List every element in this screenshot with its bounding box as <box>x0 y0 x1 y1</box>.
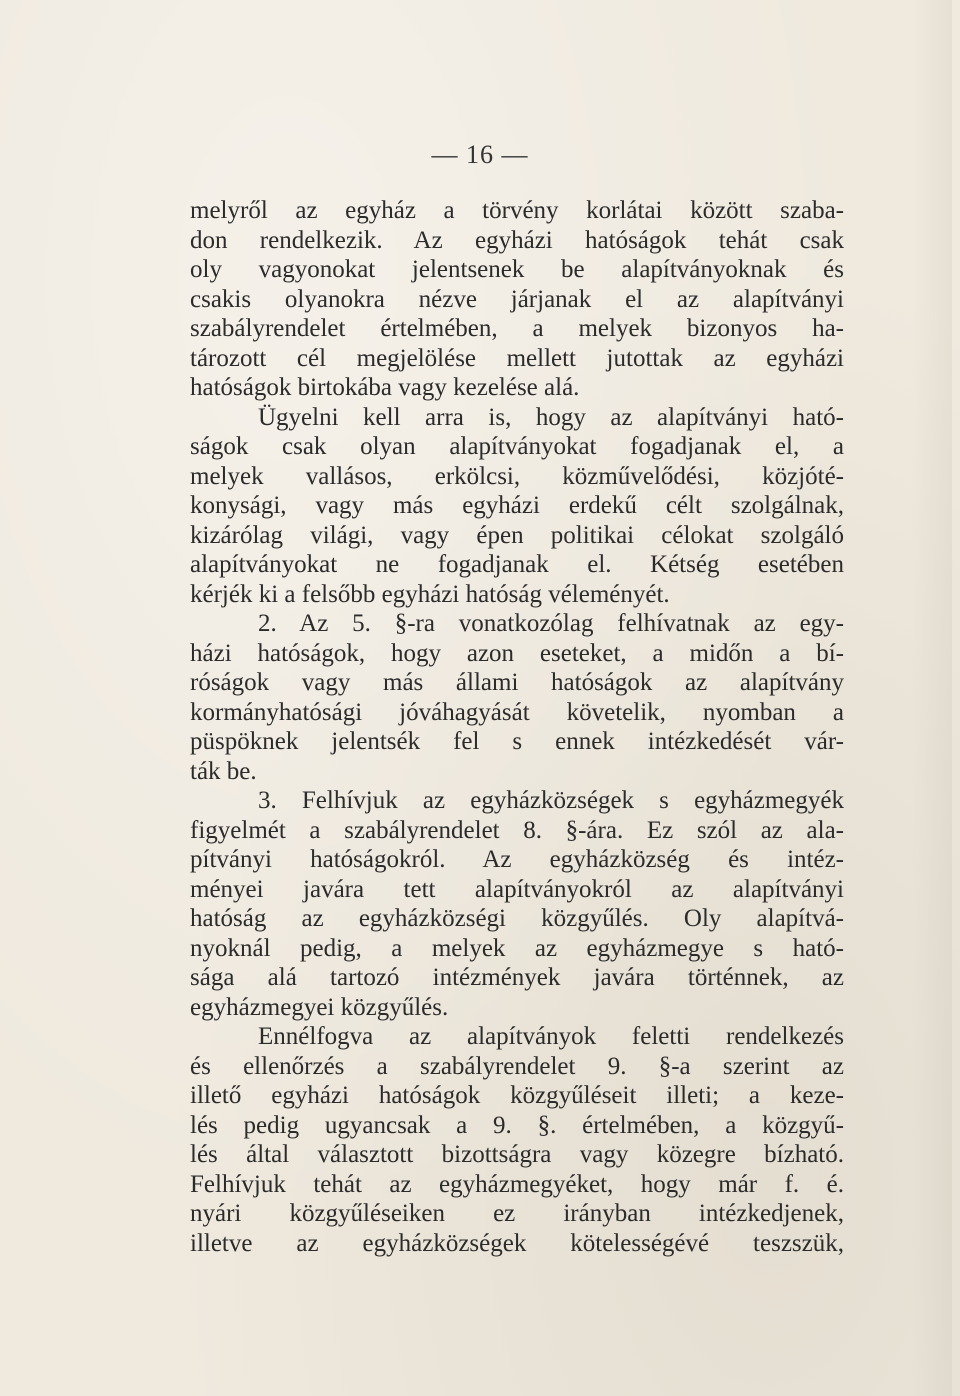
text-line: püspöknek jelentsék fel s ennek intézkedését vár- <box>190 728 844 755</box>
text-line: róságok vagy más állami hatóságok az alapítvány <box>190 669 844 696</box>
page-edge-shadow <box>912 0 952 1396</box>
text-line: ményei javára tett alapítványokról az alapítványi <box>190 875 844 903</box>
text-line: Ennélfogva az alapítványok feletti rendelkezés <box>258 1023 844 1050</box>
text-line: illető egyházi hatóságok közgyűléseit illeti; a keze- <box>190 1082 844 1109</box>
text-line: és ellenőrzés a szabályrendelet 9. §-a szerint az <box>190 1052 844 1080</box>
text-line: 2. Az 5. §-ra vonatkozólag felhívatnak az egy- <box>258 610 844 637</box>
text-line: ságok csak olyan alapítványokat fogadjanak el, a <box>190 433 844 460</box>
text-line: pítványi hatóságokról. Az egyházközség és intéz- <box>190 846 844 873</box>
text-line: lés pedig ugyancsak a 9. §. értelmében, a közgyű- <box>190 1111 844 1139</box>
text-line: Ügyelni kell arra is, hogy az alapítványi ható- <box>258 403 844 431</box>
text-line: illetve az egyházközségek kötelességévé teszszük, <box>190 1229 844 1257</box>
text-line: nyoknál pedig, a melyek az egyházmegye s ható- <box>190 934 844 962</box>
text-line: melyről az egyház a törvény korlátai között szaba- <box>190 197 844 224</box>
text-line: 3. Felhívjuk az egyházközségek s egyházmegyék <box>258 787 844 814</box>
text-line: oly vagyonokat jelentsenek be alapítványoknak és <box>190 256 844 283</box>
text-line: sága alá tartozó intézmények javára történnek, az <box>190 964 844 991</box>
text-line: lés által választott bizottságra vagy közegre bízható. <box>190 1141 844 1168</box>
text-line: figyelmét a szabályrendelet 8. §-ára. Ez szól az ala- <box>190 816 844 844</box>
text-line: nyári közgyűléseiken ez irányban intézkedjenek, <box>190 1200 844 1227</box>
text-line: alapítványokat ne fogadjanak el. Kétség esetében <box>190 551 844 578</box>
text-line: szabályrendelet értelmében, a melyek bizonyos ha- <box>190 315 844 342</box>
text-line: hatóságok birtokába vagy kezelése alá. <box>190 374 580 401</box>
text-line: kormányhatósági jóváhagyását követelik, nyomban a <box>190 698 844 726</box>
text-line: egyházmegyei közgyűlés. <box>190 993 449 1021</box>
text-line: kérjék ki a felsőbb egyházi hatóság véleményét. <box>190 580 670 608</box>
text-line: tározott cél megjelölése mellett jutottak az egyházi <box>190 344 844 372</box>
page-number: — 16 — <box>431 140 529 169</box>
text-line: melyek vallásos, erkölcsi, közművelődési, közjóté- <box>190 462 844 490</box>
text-line: konysági, vagy más egyházi erdekű célt szolgálnak, <box>190 492 844 519</box>
text-line: házi hatóságok, hogy azon eseteket, a midőn a bí- <box>190 639 844 667</box>
text-line: Felhívjuk tehát az egyházmegyéket, hogy már f. é. <box>190 1170 844 1198</box>
text-line: hatóság az egyházközségi közgyűlés. Oly alapítvá- <box>190 905 844 932</box>
text-line: don rendelkezik. Az egyházi hatóságok tehát csak <box>190 226 844 254</box>
text-line: kizárólag világi, vagy épen politikai célokat szolgáló <box>190 521 844 549</box>
text-line: ták be. <box>190 757 257 785</box>
body-text <box>190 196 844 1258</box>
text-line: csakis olyanokra nézve járjanak el az alapítványi <box>190 285 844 313</box>
